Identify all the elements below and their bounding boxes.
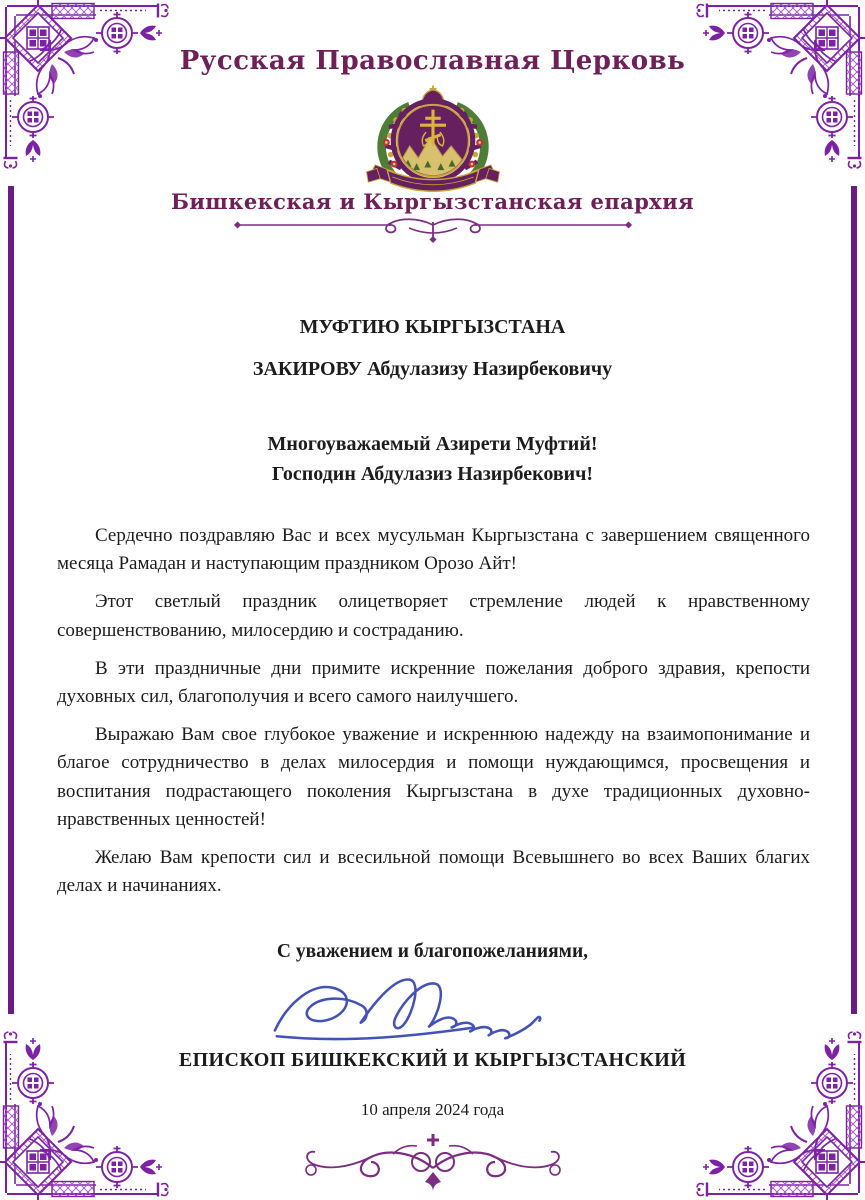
paragraph: Этот светлый праздник олицетворяет стремление людей к нравственному совершенствованию, милосердию и состраданию.: [57, 591, 810, 641]
left-border-bar: [8, 186, 14, 1014]
corner-ornament-icon: [0, 0, 190, 190]
recipient-title: МУФТИЮ КЫРГЫЗСТАНА: [299, 316, 566, 338]
church-title: Русская Православная Церковь: [179, 46, 686, 76]
signatory-title: ЕПИСКОП БИШКЕКСКИЙ И КЫРГЫЗСТАНСКИЙ: [178, 1049, 687, 1071]
letter-date: 10 апреля 2024 года: [360, 1100, 505, 1119]
paragraph: Выражаю Вам свое глубокое уважение и искреннюю надежду на взаимопонимание и благое сотрудничество в делах милосердия и помощи нуждающимся, просвещения и воспитания подрастающего поколения Кыргызстана в духе традиционных духовно-нравственных ценностей!: [57, 724, 810, 830]
paragraph: Сердечно поздравляю Вас и всех мусульман Кыргызстана с завершением священного месяца Рамадан и наступающим праздником Орозо Айт!: [57, 525, 810, 575]
salutation-line-1: Многоуважаемый Азирети Муфтий!: [267, 433, 598, 455]
eparchy-title: Бишкекская и Кыргызстанская епархия: [170, 189, 694, 214]
closing-line: С уважением и благопожеланиями,: [276, 941, 589, 962]
church-emblem-icon: [358, 82, 508, 196]
paragraph: В эти праздничные дни примите искренние пожелания доброго здравия, крепости духовных сил, благополучия и всего самого наилучшего.: [57, 657, 810, 708]
handwritten-signature-icon: [260, 966, 605, 1048]
corner-ornament-icon: [675, 0, 865, 190]
bottom-flourish-icon: [283, 1132, 583, 1196]
salutation: [0, 429, 865, 489]
right-border-bar: [851, 186, 857, 1014]
salutation-line-2: Господин Абдулазиз Назирбекович!: [271, 463, 594, 485]
divider-flourish-icon: [233, 216, 633, 248]
recipient-name: ЗАКИРОВУ Абдулазизу Назирбековичу: [252, 358, 613, 380]
paragraph: Желаю Вам крепости сил и всесильной помощи Всевышнего во всех Ваших благих делах и начинаниях.: [57, 847, 810, 897]
letter-body: [57, 522, 810, 910]
